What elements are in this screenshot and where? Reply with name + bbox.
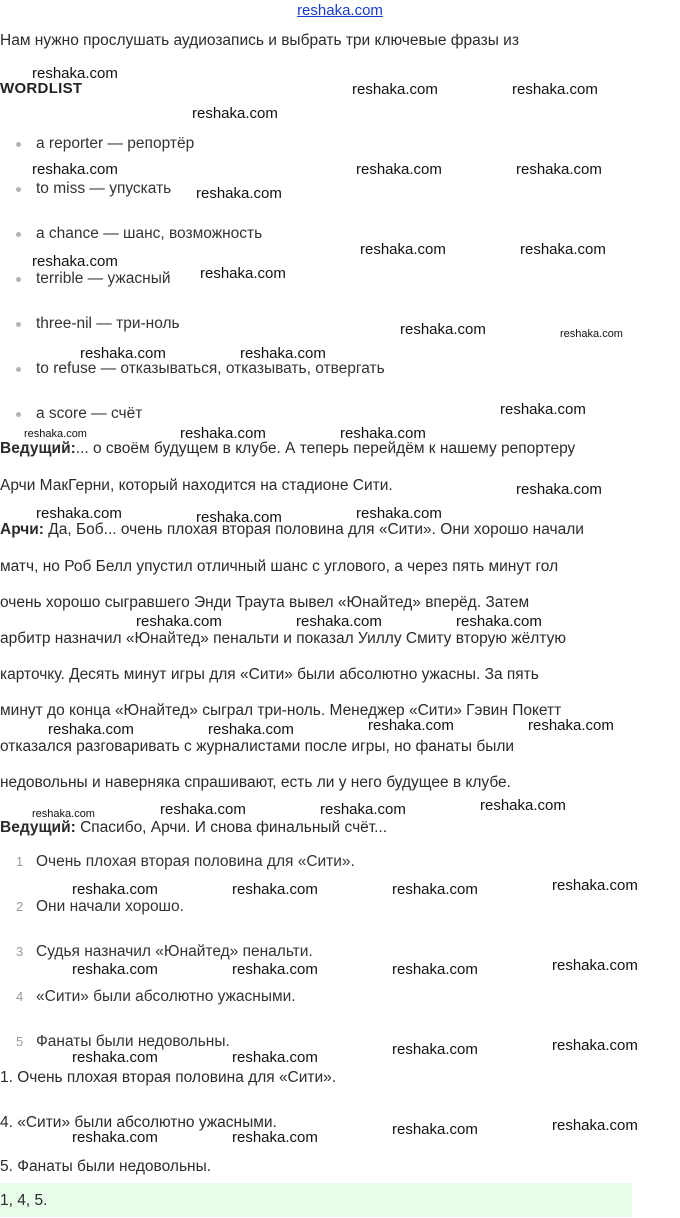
transcript-line: матч, но Роб Белл упустил отличный шанс с углового, а через пять минут гол (0, 558, 559, 575)
watermark: reshaka.com (196, 185, 282, 202)
watermark: reshaka.com (240, 345, 326, 362)
selected-statement: 4. «Сити» были абсолютно ужасными. (0, 1114, 277, 1131)
watermark: reshaka.com (232, 1129, 318, 1146)
statement-number: 1 (16, 854, 24, 869)
watermark: reshaka.com (180, 425, 266, 442)
statement-text: Фанаты были недовольны. (36, 1033, 230, 1050)
watermark: reshaka.com (356, 505, 442, 522)
watermark: reshaka.com (200, 265, 286, 282)
intro-text: Нам нужно прослушать аудиозапись и выбрать три ключевые фразы из (0, 32, 519, 49)
speaker-text: ... о своём будущем в клубе. А теперь перейдём к нашему репортеру (75, 440, 576, 457)
watermark: reshaka.com (500, 401, 586, 418)
transcript-line: недовольны и наверняка спрашивают, есть ли у него будущее в клубе. (0, 774, 511, 791)
watermark: reshaka.com (368, 717, 454, 734)
statement-text: Они начали хорошо. (36, 898, 184, 915)
watermark: reshaka.com (32, 808, 95, 820)
watermark: reshaka.com (36, 505, 122, 522)
site-link[interactable]: reshaka.com (297, 2, 383, 19)
watermark: reshaka.com (516, 161, 602, 178)
transcript-line: карточку. Десять минут игры для «Сити» были абсолютно ужасны. За пять (0, 666, 539, 683)
statement-text: Очень плохая вторая половина для «Сити». (36, 853, 355, 870)
watermark: reshaka.com (32, 65, 118, 82)
watermark: reshaka.com (232, 1049, 318, 1066)
watermark: reshaka.com (360, 241, 446, 258)
wordlist-item: three-nil — три-ноль (36, 315, 180, 332)
watermark: reshaka.com (392, 1041, 478, 1058)
watermark: reshaka.com (196, 509, 282, 526)
watermark: reshaka.com (320, 801, 406, 818)
speaker-label: Ведущий: (0, 440, 76, 457)
bullet-icon (16, 412, 21, 417)
statement-text: «Сити» были абсолютно ужасными. (36, 988, 296, 1005)
watermark: reshaka.com (552, 1037, 638, 1054)
watermark: reshaka.com (528, 717, 614, 734)
speaker-text: Да, Боб... очень плохая вторая половина для «Сити». Они хорошо начали (43, 521, 584, 538)
watermark: reshaka.com (72, 1049, 158, 1066)
bullet-icon (16, 142, 21, 147)
wordlist-item: terrible — ужасный (36, 270, 171, 287)
watermark: reshaka.com (72, 881, 158, 898)
wordlist-heading: WORDLIST (0, 80, 83, 97)
watermark: reshaka.com (136, 613, 222, 630)
watermark: reshaka.com (552, 877, 638, 894)
speaker-label: Ведущий: (0, 819, 76, 836)
speaker-label: Арчи: (0, 521, 44, 538)
watermark: reshaka.com (72, 961, 158, 978)
watermark: reshaka.com (192, 105, 278, 122)
transcript-line: минут до конца «Юнайтед» сыграл три-ноль. Менеджер «Сити» Гэвин Покетт (0, 702, 562, 719)
statement-number: 2 (16, 899, 24, 914)
watermark: reshaka.com (232, 881, 318, 898)
bullet-icon (16, 322, 21, 327)
wordlist-item: a score — счёт (36, 405, 143, 422)
watermark: reshaka.com (392, 881, 478, 898)
watermark: reshaka.com (456, 613, 542, 630)
selected-statement: 1. Очень плохая вторая половина для «Сити». (0, 1069, 337, 1086)
bullet-icon (16, 187, 21, 192)
watermark: reshaka.com (232, 961, 318, 978)
speaker-text: Спасибо, Арчи. И снова финальный счёт... (75, 819, 388, 836)
watermark: reshaka.com (516, 481, 602, 498)
statement-number: 3 (16, 944, 24, 959)
watermark: reshaka.com (552, 957, 638, 974)
statement-number: 4 (16, 989, 24, 1004)
transcript-line: Арчи МакГерни, который находится на стадионе Сити. (0, 477, 393, 494)
selected-statement: 5. Фанаты были недовольны. (0, 1158, 212, 1175)
watermark: reshaka.com (340, 425, 426, 442)
watermark: reshaka.com (560, 328, 623, 340)
watermark: reshaka.com (160, 801, 246, 818)
transcript-line (0, 520, 584, 540)
watermark: reshaka.com (400, 321, 486, 338)
wordlist-item: to miss — упускать (36, 180, 172, 197)
watermark: reshaka.com (352, 81, 438, 98)
watermark: reshaka.com (296, 613, 382, 630)
watermark: reshaka.com (48, 721, 134, 738)
bullet-icon (16, 277, 21, 282)
watermark: reshaka.com (480, 797, 566, 814)
watermark: reshaka.com (32, 161, 118, 178)
transcript-line: арбитр назначил «Юнайтед» пенальти и показал Уиллу Смиту вторую жёлтую (0, 630, 566, 647)
wordlist-item: a chance — шанс, возможность (36, 225, 263, 242)
transcript-line: отказался разговаривать с журналистами после игры, но фанаты были (0, 738, 515, 755)
statement-number: 5 (16, 1034, 24, 1049)
watermark: reshaka.com (72, 1129, 158, 1146)
statement-text: Судья назначил «Юнайтед» пенальти. (36, 943, 313, 960)
watermark: reshaka.com (520, 241, 606, 258)
answer-box (0, 1183, 632, 1217)
wordlist-item: to refuse — отказываться, отказывать, отвергать (36, 360, 385, 377)
watermark: reshaka.com (208, 721, 294, 738)
transcript-line: очень хорошо сыгравшего Энди Траута вывел «Юнайтед» вперёд. Затем (0, 594, 530, 611)
watermark: reshaka.com (512, 81, 598, 98)
watermark: reshaka.com (32, 253, 118, 270)
watermark: reshaka.com (392, 1121, 478, 1138)
bullet-icon (16, 232, 21, 237)
answer-text: 1, 4, 5. (0, 1192, 48, 1209)
bullet-icon (16, 367, 21, 372)
watermark: reshaka.com (356, 161, 442, 178)
watermark: reshaka.com (392, 961, 478, 978)
watermark: reshaka.com (24, 428, 87, 440)
watermark: reshaka.com (80, 345, 166, 362)
wordlist-item: a reporter — репортёр (36, 135, 195, 152)
watermark: reshaka.com (552, 1117, 638, 1134)
